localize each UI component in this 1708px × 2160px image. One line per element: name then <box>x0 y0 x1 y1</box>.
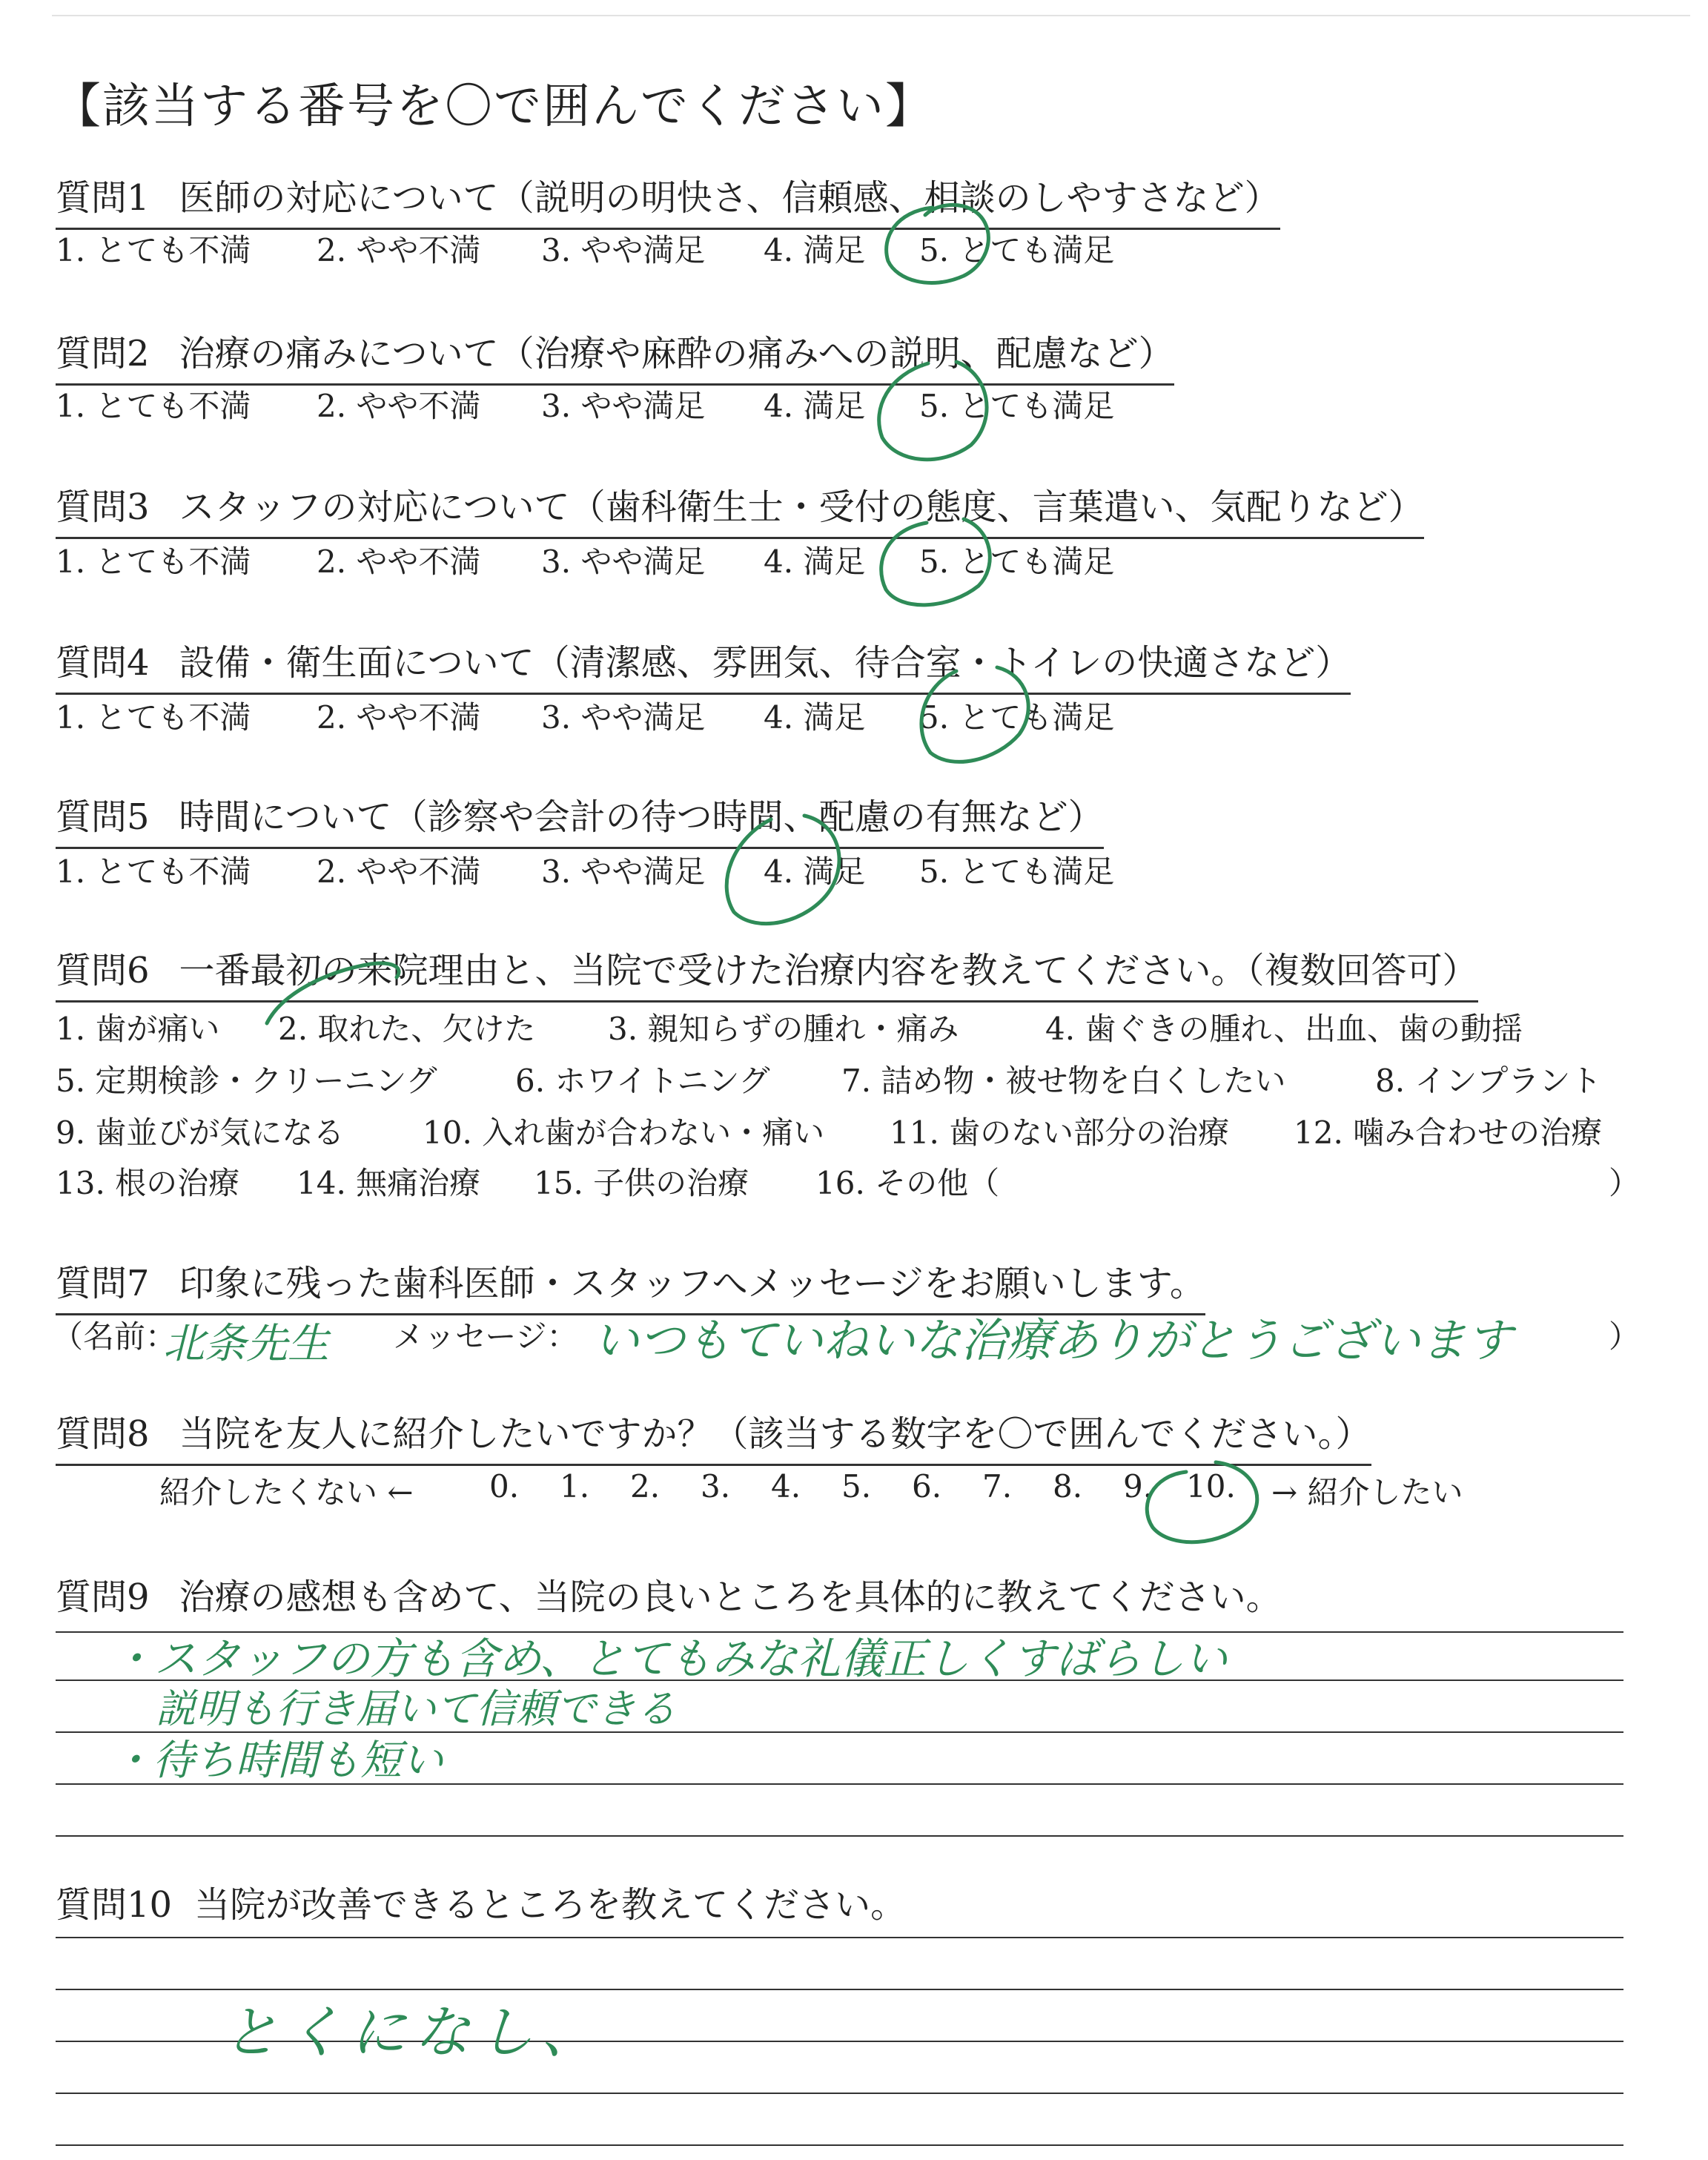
q5-option-1[interactable]: 1. とても不満 <box>56 853 251 890</box>
question-1-options <box>56 226 1642 271</box>
q6-option-1[interactable]: 1. 歯が痛い <box>56 1011 220 1047</box>
q6-option-7[interactable]: 7. 詰め物・被せ物を白くしたい <box>841 1063 1286 1099</box>
question-8-number: 質問8 <box>56 1413 150 1455</box>
question-4-number: 質問4 <box>56 642 150 684</box>
q5-option-2[interactable]: 2. やや不満 <box>317 853 481 890</box>
question-5-number: 質問5 <box>56 796 150 838</box>
question-6-number: 質問6 <box>56 950 150 991</box>
q5-option-3[interactable]: 3. やや満足 <box>541 853 706 890</box>
q6-other-close-paren: ） <box>1609 1165 1641 1201</box>
q8-scale-7[interactable]: 7. <box>982 1468 1013 1505</box>
question-3-title <box>56 478 1424 539</box>
q6-option-15[interactable]: 15. 子供の治療 <box>534 1165 749 1201</box>
q7-handwritten-name: 北条先生 <box>163 1320 329 1368</box>
q6-option-14[interactable]: 14. 無痛治療 <box>297 1165 481 1201</box>
question-4-options <box>56 693 1642 738</box>
q8-right-label: → 紹介したい <box>1271 1474 1463 1510</box>
question-2-options <box>56 382 1642 426</box>
question-5-title <box>56 788 1104 849</box>
q6-option-13[interactable]: 13. 根の治療 <box>56 1165 240 1201</box>
q8-scale-0[interactable]: 0. <box>489 1468 520 1505</box>
question-10-title <box>56 1876 906 1935</box>
question-10-text: 当院が改善できるところを教えてください。 <box>194 1884 907 1926</box>
q6-option-6[interactable]: 6. ホワイトニング <box>515 1063 770 1099</box>
q6-row-2 <box>56 1057 1642 1101</box>
q2-option-3[interactable]: 3. やや満足 <box>541 388 706 424</box>
q6-option-5[interactable]: 5. 定期検診・クリーニング <box>56 1063 437 1099</box>
q8-scale-9[interactable]: 9. <box>1123 1468 1153 1505</box>
q8-scale-6[interactable]: 6. <box>912 1468 942 1505</box>
q6-option-4[interactable]: 4. 歯ぐきの腫れ、出血、歯の動揺 <box>1045 1011 1523 1047</box>
q7-name-label: （名前： <box>52 1318 177 1355</box>
q2-option-4[interactable]: 4. 満足 <box>764 388 866 424</box>
question-5-text: 時間について（診察や会計の待つ時間、配慮の有無など） <box>179 796 1104 838</box>
q5-option-5[interactable]: 5. とても満足 <box>919 853 1115 890</box>
q6-row-1 <box>56 1005 1642 1049</box>
q9-handwritten-answer-2: 説明も行き届いて信頼できる <box>156 1685 676 1732</box>
q6-option-3[interactable]: 3. 親知らずの腫れ・痛み <box>608 1011 959 1047</box>
q10-answer-line-4 <box>56 2093 1623 2094</box>
question-1-title <box>56 169 1280 230</box>
question-1-text: 医師の対応について（説明の明快さ、信頼感、相談のしやすさなど） <box>179 177 1280 219</box>
q8-scale-4[interactable]: 4. <box>771 1468 801 1505</box>
q3-option-1[interactable]: 1. とても不満 <box>56 544 251 580</box>
q7-close-paren: ） <box>1609 1318 1641 1355</box>
question-6-title <box>56 942 1478 1003</box>
q9-answer-line-5 <box>56 1835 1623 1837</box>
question-2-text: 治療の痛みについて（治療や麻酔の痛みへの説明、配慮など） <box>179 333 1174 374</box>
q6-row-4 <box>56 1159 1642 1203</box>
q10-answer-line-5 <box>56 2144 1623 2146</box>
question-6-text: 一番最初の来院理由と、当院で受けた治療内容を教えてください。（複数回答可） <box>179 950 1478 991</box>
q1-option-3[interactable]: 3. やや満足 <box>541 232 706 268</box>
q1-option-1[interactable]: 1. とても不満 <box>56 232 251 268</box>
q1-option-5[interactable]: 5. とても満足 <box>919 232 1115 268</box>
q6-option-16[interactable]: 16. その他（ <box>815 1165 1000 1201</box>
q8-scale-2[interactable]: 2. <box>630 1468 661 1505</box>
q9-handwritten-answer-3: ・待ち時間も短い <box>111 1737 443 1785</box>
q8-left-label: 紹介したくない ← <box>159 1474 414 1510</box>
q7-message-label: メッセージ： <box>393 1318 578 1355</box>
question-4-title <box>56 634 1351 695</box>
scan-top-edge <box>52 15 1690 16</box>
q8-scale-10[interactable]: 10. <box>1186 1468 1236 1505</box>
q4-option-1[interactable]: 1. とても不満 <box>56 699 251 736</box>
question-2-number: 質問2 <box>56 333 150 374</box>
question-5-options <box>56 848 1642 892</box>
page-title: 【該当する番号を〇で囲んでください】 <box>53 79 934 134</box>
question-3-number: 質問3 <box>56 486 150 528</box>
q4-option-3[interactable]: 3. やや満足 <box>541 699 706 736</box>
q4-option-5[interactable]: 5. とても満足 <box>919 699 1115 736</box>
question-2-title <box>56 325 1174 386</box>
question-8-text: 当院を友人に紹介したいですか？（該当する数字を〇で囲んでください。） <box>179 1413 1371 1455</box>
q6-row-3 <box>56 1109 1642 1153</box>
q2-option-1[interactable]: 1. とても不満 <box>56 388 251 424</box>
q8-scale-8[interactable]: 8. <box>1053 1468 1083 1505</box>
q3-option-3[interactable]: 3. やや満足 <box>541 544 706 580</box>
q3-option-5[interactable]: 5. とても満足 <box>919 544 1115 580</box>
q6-option-10[interactable]: 10. 入れ歯が合わない・痛い <box>423 1114 825 1151</box>
q6-option-9[interactable]: 9. 歯並びが気になる <box>56 1114 345 1151</box>
q4-option-4[interactable]: 4. 満足 <box>764 699 866 736</box>
q9-handwritten-answer-1: ・スタッフの方も含め、とてもみな礼儀正しくすばらしい <box>111 1634 1228 1684</box>
q5-option-4[interactable]: 4. 満足 <box>764 853 866 890</box>
question-9-text: 治療の感想も含めて、当院の良いところを具体的に教えてください。 <box>179 1576 1282 1618</box>
q8-scale-row <box>56 1468 1642 1513</box>
q6-option-12[interactable]: 12. 噛み合わせの治療 <box>1294 1114 1603 1151</box>
q8-scale-5[interactable]: 5. <box>841 1468 872 1505</box>
question-8-title <box>56 1405 1371 1466</box>
q3-option-2[interactable]: 2. やや不満 <box>317 544 481 580</box>
question-10-number: 質問10 <box>56 1884 173 1926</box>
question-9-number: 質問9 <box>56 1576 150 1618</box>
q10-handwritten-answer: とくになし、 <box>222 1999 605 2065</box>
q8-scale-3[interactable]: 3. <box>701 1468 731 1505</box>
q6-option-2[interactable]: 2. 取れた、欠けた <box>278 1011 536 1047</box>
q7-handwritten-message: いつもていねいな治療ありがとうございます <box>593 1313 1513 1367</box>
q1-option-4[interactable]: 4. 満足 <box>764 232 866 268</box>
question-7-number: 質問7 <box>56 1263 150 1304</box>
q2-option-2[interactable]: 2. やや不満 <box>317 388 481 424</box>
question-9-title <box>56 1568 1282 1627</box>
q4-option-2[interactable]: 2. やや不満 <box>317 699 481 736</box>
question-3-options <box>56 538 1642 582</box>
question-3-text: スタッフの対応について（歯科衛生士・受付の態度、言葉遣い、気配りなど） <box>179 486 1424 528</box>
q3-option-4[interactable]: 4. 満足 <box>764 544 866 580</box>
q8-scale-1[interactable]: 1. <box>560 1468 590 1505</box>
q6-option-8[interactable]: 8. インプラント <box>1375 1063 1602 1099</box>
q1-option-2[interactable]: 2. やや不満 <box>317 232 481 268</box>
question-1-number: 質問1 <box>56 177 150 219</box>
question-4-text: 設備・衛生面について（清潔感、雰囲気、待合室・トイレの快適さなど） <box>179 642 1351 684</box>
q10-answer-line-1 <box>56 1937 1623 1938</box>
q6-option-11[interactable]: 11. 歯のない部分の治療 <box>890 1114 1230 1151</box>
question-7-text: 印象に残った歯科医師・スタッフへメッセージをお願いします。 <box>179 1263 1205 1304</box>
q2-option-5[interactable]: 5. とても満足 <box>919 388 1115 424</box>
